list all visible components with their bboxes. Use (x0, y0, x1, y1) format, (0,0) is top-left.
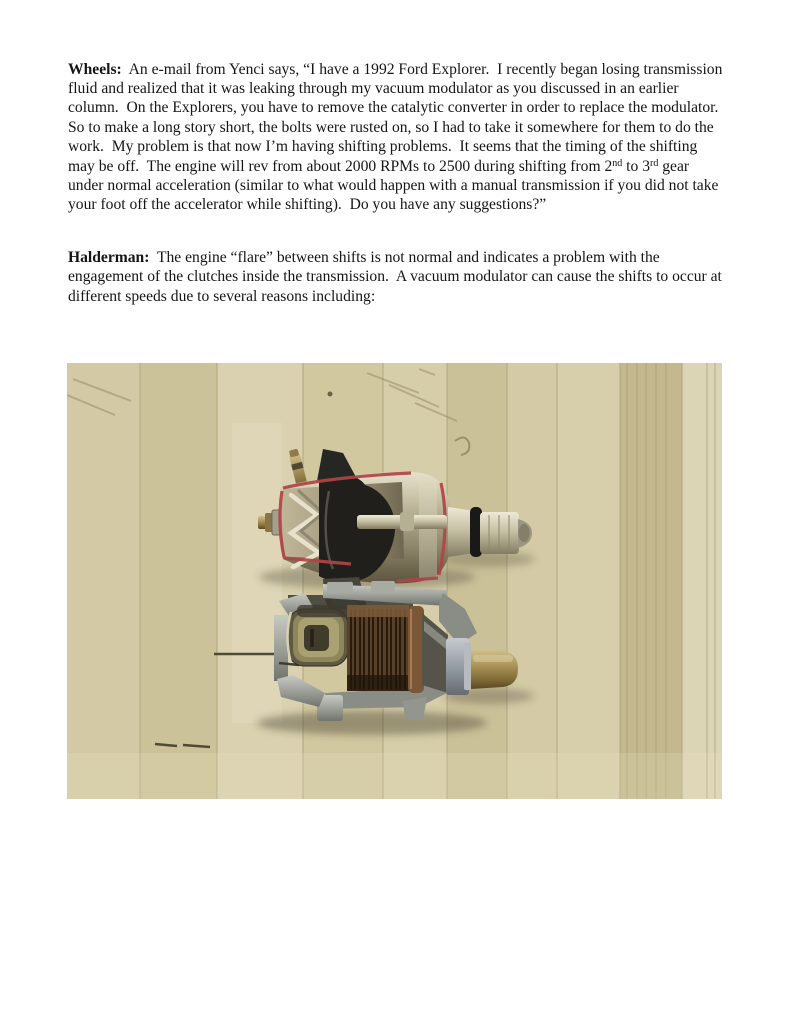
ordinal-superscript-2nd: nd (612, 157, 623, 169)
question-text-a: An e-mail from Yenci says, “I have a 1992 Ford Explorer. I recently began losing transmission fluid and realized that it was leaking through my vacuum modulator as you discussed in an earlier column. On the Explorers, you have to remove the catalytic converter in order to replace the modulator. So to make a long story short, the bolts were rusted on, so I had to take it somewhere for them to do the work. My problem is that now I’m having shifting problems. It seems that the timing of the shifting may be off. The engine will rev from about 2000 RPMs to 2500 during shifting from 2 (68, 60, 727, 175)
wood-knot-speck (328, 392, 333, 397)
question-text-b: to 3 (622, 157, 651, 175)
cutaway-cup (288, 605, 356, 666)
question-text-c: gear under normal acceleration (similar to what would happen with a manual transmission if you did not take your foot off the accelerator while shifting). Do you have any suggestions?” (68, 157, 723, 214)
answer-intro-text: The engine “flare” between shifts is not normal and indicates a problem with the engagement of the clutches inside the transmission. A vacuum modulator can cause the shifts to occur at different speeds due to several reasons including: (68, 248, 726, 305)
question-speaker-label: Wheels: (68, 60, 122, 78)
nose-end-face (519, 524, 530, 542)
question-paragraph (68, 60, 727, 215)
answer-speaker-label: Halderman: (68, 248, 150, 266)
modulator-photo-image (67, 363, 722, 799)
plunger-highlight (473, 655, 513, 662)
modulator-photo (67, 363, 722, 799)
shaft-collar (400, 512, 414, 531)
answer-intro-paragraph (68, 248, 727, 306)
ordinal-superscript-3rd: rd (650, 157, 659, 169)
collar-ring (464, 643, 471, 690)
coil-spring (347, 605, 409, 691)
